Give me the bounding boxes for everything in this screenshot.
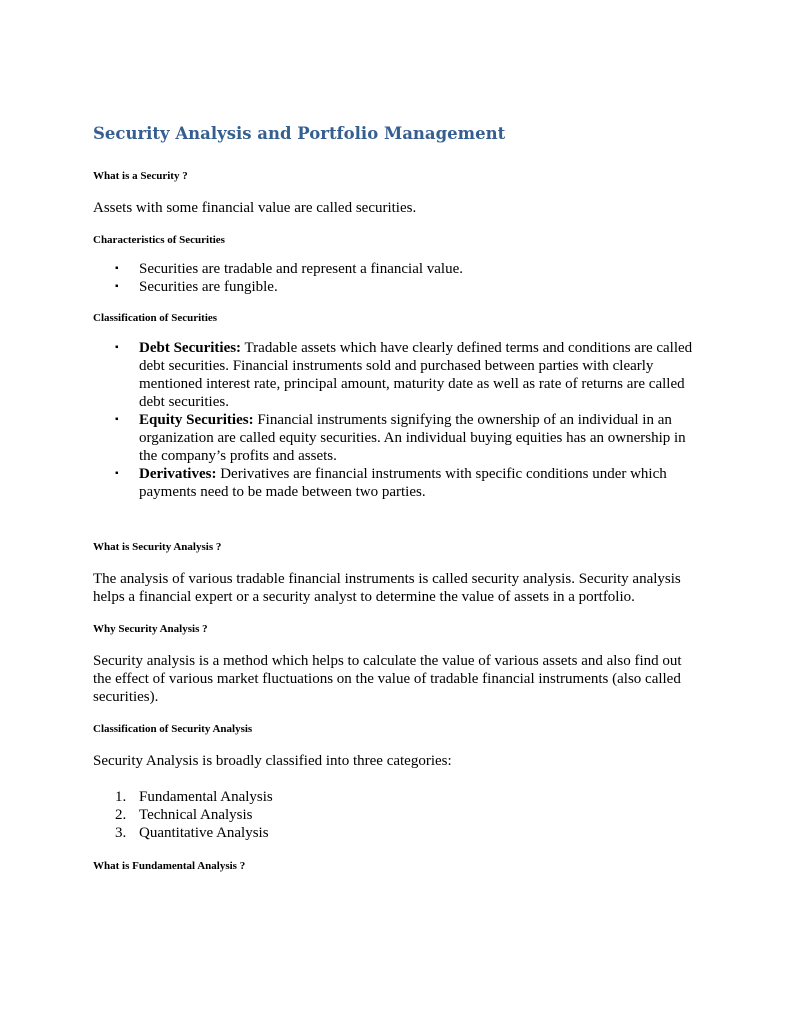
analysis-categories-list bbox=[93, 788, 703, 842]
list-item-text: Securities are fungible. bbox=[139, 279, 278, 295]
list-item-text: Technical Analysis bbox=[139, 807, 253, 823]
document-title: Security Analysis and Portfolio Management bbox=[93, 124, 506, 143]
list-item bbox=[93, 339, 703, 411]
list-item bbox=[93, 465, 703, 501]
heading-characteristics: Characteristics of Securities bbox=[93, 234, 225, 246]
paragraph-what-is-security: Assets with some financial value are called securities. bbox=[93, 200, 417, 216]
heading-what-is-analysis: What is Security Analysis ? bbox=[93, 541, 222, 553]
heading-classification: Classification of Securities bbox=[93, 312, 218, 324]
document-page bbox=[93, 118, 703, 872]
characteristics-list bbox=[93, 260, 703, 296]
heading-what-is-security: What is a Security ? bbox=[93, 170, 188, 182]
paragraph-classification-analysis: Security Analysis is broadly classified into three categories: bbox=[93, 753, 452, 769]
list-item bbox=[93, 788, 703, 806]
list-item bbox=[93, 278, 703, 296]
heading-what-is-fundamental: What is Fundamental Analysis ? bbox=[93, 860, 246, 872]
list-item bbox=[93, 806, 703, 824]
heading-classification-analysis: Classification of Security Analysis bbox=[93, 723, 253, 735]
list-item-text: Securities are tradable and represent a financial value. bbox=[139, 261, 464, 277]
heading-why-analysis: Why Security Analysis ? bbox=[93, 623, 208, 635]
term-debt-securities: Debt Securities: bbox=[139, 340, 242, 356]
paragraph-why-analysis: Security analysis is a method which helps to calculate the value of various assets and also find out the effect of various market fluctuations on the value of tradable financial instruments (also called securities). bbox=[93, 653, 682, 705]
paragraph-what-is-analysis: The analysis of various tradable financial instruments is called security analysis. Security analysis helps a financial expert or a security analyst to determine the value of assets in a portfolio. bbox=[93, 571, 681, 605]
list-item bbox=[93, 411, 703, 465]
term-derivatives: Derivatives: bbox=[139, 466, 217, 482]
bullet-icon: ▪ bbox=[115, 342, 119, 353]
list-number: 1. bbox=[115, 789, 127, 805]
bullet-icon: ▪ bbox=[115, 263, 119, 274]
term-equity-securities: Equity Securities: bbox=[139, 412, 254, 428]
list-item-text: Quantitative Analysis bbox=[139, 825, 269, 841]
bullet-icon: ▪ bbox=[115, 468, 119, 479]
list-item-text: Financial instruments signifying the ownership of an individual in an organization are called equity securities. An individual buying equities has an ownership in the company’s profits and assets. bbox=[139, 412, 686, 464]
list-item bbox=[93, 260, 703, 278]
list-item bbox=[93, 824, 703, 842]
list-number: 3. bbox=[115, 825, 127, 841]
list-item-text: Fundamental Analysis bbox=[139, 789, 273, 805]
classification-list bbox=[93, 339, 703, 501]
bullet-icon: ▪ bbox=[115, 281, 119, 292]
list-item-text: Derivatives are financial instruments with specific conditions under which payments need to be made between two parties. bbox=[139, 466, 667, 500]
list-item-text: Tradable assets which have clearly defined terms and conditions are called debt securities. Financial instruments sold and purchased between parties with clearly mentioned interest rate, principal amount, maturity date as well as rate of returns are called debt securities. bbox=[139, 340, 693, 410]
bullet-icon: ▪ bbox=[115, 414, 119, 425]
list-number: 2. bbox=[115, 807, 127, 823]
